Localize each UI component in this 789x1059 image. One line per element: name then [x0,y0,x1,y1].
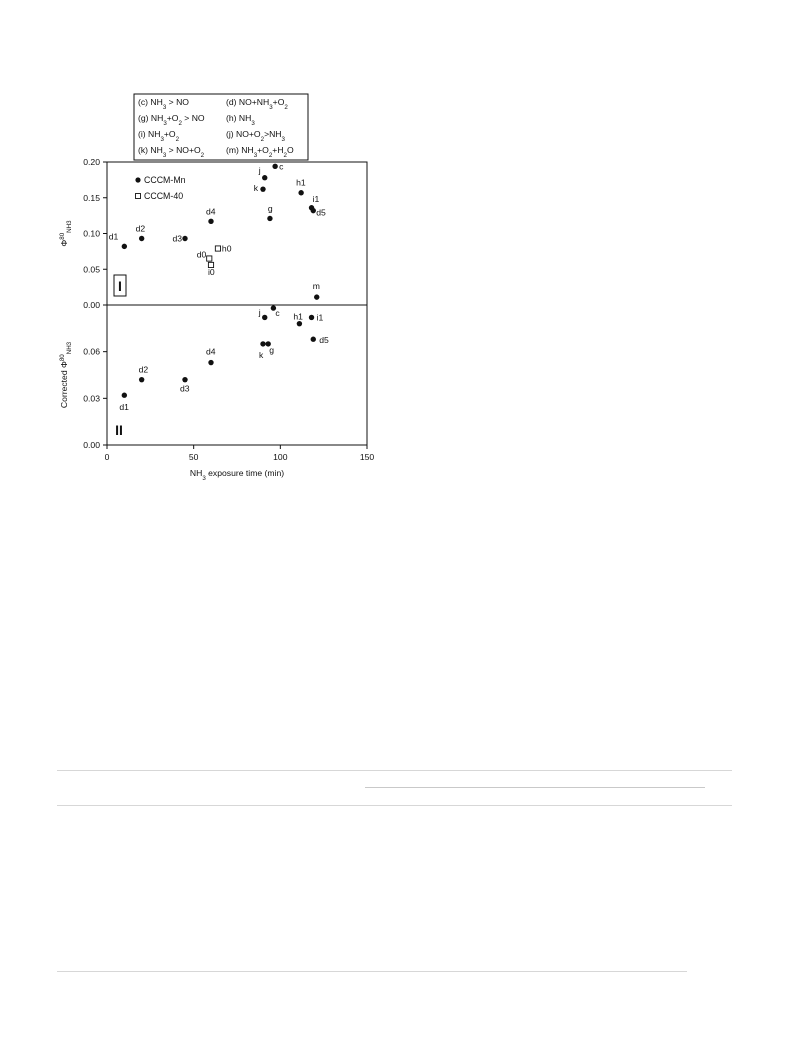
point-label: d5 [316,207,326,218]
condition-label-part: 3 [269,103,273,111]
point-label: j [258,307,261,318]
conditions-legend [134,94,308,160]
legend-marker-circle [135,177,140,182]
condition-label-part: (c) NH [138,97,163,107]
x-tick-label: 150 [359,452,375,462]
legend-label: CCCM-Mn [144,175,186,185]
y-tick-label: 0.05 [83,264,100,275]
point-label: i0 [208,266,215,277]
data-point [311,208,316,213]
data-point [262,315,267,320]
condition-label-part: >NH [264,129,282,139]
condition-label-part: 3 [163,119,167,127]
point-label: k [259,349,264,360]
point-label: d3 [180,383,190,394]
data-point [182,377,187,382]
condition-label [226,97,288,111]
condition-label-part: (j) NO+O [226,129,261,139]
point-label: i1 [312,193,320,204]
data-point [272,164,277,169]
y-axis-title [59,220,73,247]
point-label: d3 [172,233,182,244]
condition-label-part: 2 [178,119,182,127]
y-tick-label: 0.06 [83,346,100,357]
condition-label [226,113,255,127]
divider-bottom [57,971,687,972]
panel-label: I [118,278,122,294]
data-point [139,377,144,382]
condition-label [138,145,205,159]
point-label: g [269,344,274,355]
point-label: h1 [293,311,303,322]
y-tick-label: 0.10 [83,228,100,239]
point-label: d4 [206,346,216,357]
y-axis-title-part: 80 [58,232,66,240]
condition-label-part: (d) NO+NH [226,97,270,107]
data-point [311,337,316,342]
point-label: d0 [196,249,207,260]
condition-label-part: 3 [251,119,255,127]
divider-short [365,787,705,788]
point-label: h0 [221,243,232,254]
data-point [122,393,127,398]
y-axis-title [59,341,73,408]
data-point [122,244,127,249]
x-tick-label: 100 [273,452,288,462]
data-point-square [215,246,220,251]
condition-label-part: (h) NH [226,113,252,123]
condition-label-part: 2 [200,151,205,159]
condition-label-part: 3 [162,103,167,111]
condition-label-part: 3 [162,151,167,159]
point-label: d2 [138,364,149,375]
point-label: c [279,161,284,172]
point-label: k [253,183,258,194]
data-point [260,186,265,191]
data-point [314,294,319,299]
x-tick-label: 50 [188,452,199,462]
data-point [208,360,213,365]
point-label: d4 [206,206,216,217]
condition-label-part: 2 [268,151,273,159]
y-axis-title-part: Φ [59,239,69,247]
point-label: h1 [296,177,306,188]
condition-label-part: (g) NH [138,113,164,123]
legend-marker-square [136,194,141,199]
condition-label-part: +O [166,113,179,123]
y-axis-title-part: Corrected Φ [59,361,69,409]
point-label: m [312,281,320,292]
point-label: j [258,165,261,176]
condition-label-part: (m) NH [226,145,254,155]
point-label: d5 [319,335,329,346]
data-point [298,190,303,195]
y-tick-label: 0.00 [83,300,100,310]
data-point [139,236,144,241]
legend-label: CCCM-40 [144,191,184,201]
condition-label-part: (i) NH [138,129,161,139]
panel-1 [59,157,368,310]
condition-label [226,145,294,159]
data-point [260,341,265,346]
point-label: d1 [119,402,129,413]
condition-label-part: > NO+O [166,145,201,155]
y-tick-label: 0.00 [83,440,100,450]
x-tick-label: 0 [104,452,110,462]
condition-label-part: 2 [260,135,265,143]
x-axis-title-part: NH [189,468,203,478]
condition-label-part: 2 [283,151,287,159]
y-axis-title-part: 80 [58,354,66,362]
condition-label-part: > NO [181,113,205,123]
condition-label-part: 3 [281,135,285,143]
x-axis-title-part: 3 [202,474,206,482]
condition-label-part: 2 [284,103,288,111]
y-axis-title-part: NH3 [65,341,73,355]
condition-label-part: +O [272,97,285,107]
data-point [208,219,213,224]
point-label: c [275,308,280,319]
data-point [182,236,187,241]
panel-label: II [115,422,123,438]
plot-frame [107,305,367,445]
point-label: d2 [135,223,146,234]
y-tick-label: 0.03 [83,393,100,404]
figure [50,88,390,498]
divider-top [57,770,732,771]
condition-label-part: +O [163,129,176,139]
y-tick-label: 0.20 [83,157,100,167]
y-axis-title-part: NH3 [65,220,73,233]
data-point-square [207,256,212,261]
divider-middle [57,805,732,806]
data-point [309,315,314,320]
condition-label-part: 2 [175,135,180,143]
condition-label [138,113,205,127]
data-point [297,321,302,326]
data-point [262,175,267,180]
x-axis-title [190,468,284,482]
condition-label-part: (k) NH [138,145,163,155]
y-tick-label: 0.15 [83,192,100,203]
condition-label [226,129,286,143]
point-label: d1 [108,231,119,242]
condition-label-part: 3 [253,151,258,159]
panel-2 [59,305,375,482]
condition-label-part: > NO [166,97,189,107]
condition-label [138,129,180,143]
point-label: i1 [316,312,324,323]
condition-label-part: +H [272,145,284,155]
condition-label [138,97,189,111]
x-axis-title-part: exposure time (min) [205,468,285,478]
point-label: g [267,203,273,214]
data-point [267,216,272,221]
condition-label-part: 3 [160,135,164,143]
condition-label-part: O [286,145,294,155]
condition-label-part: +O [257,145,269,155]
